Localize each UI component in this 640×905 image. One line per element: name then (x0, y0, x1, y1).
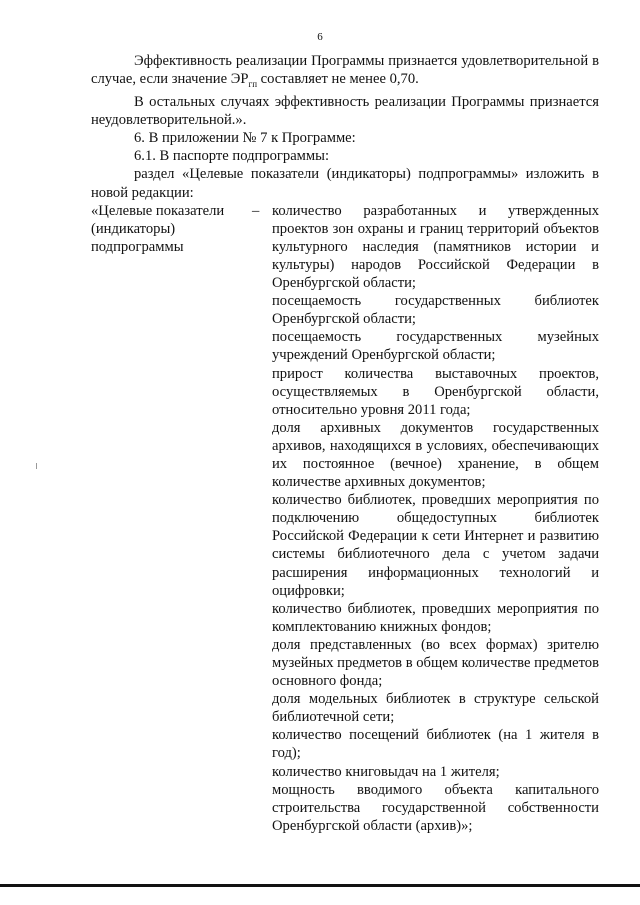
indicator-item: прирост количества выставочных проектов, осуществляемых в Оренбургской области, относительно уровня 2011 года; (272, 365, 599, 418)
page-bottom-rule (0, 884, 640, 887)
indicators-label-line: (индикаторы) (91, 220, 176, 237)
page-number: 6 (317, 31, 323, 43)
indicator-item: доля модельных библиотек в структуре сельской библиотечной сети; (272, 691, 599, 726)
indicator-item: количество разработанных и утвержденных проектов зон охраны и границ территорий объектов культурного наследия (памятников истории и культуры) народов Российской Федерации в Оренбургской области; (272, 202, 599, 292)
indicators-label (91, 202, 263, 835)
indicators-label-line: «Целевые показатели (91, 202, 225, 219)
indicator-item: количество библиотек, проведших мероприятия по комплектованию книжных фондов; (272, 600, 599, 635)
margin-mark (36, 463, 37, 469)
label-dash: – (252, 202, 260, 219)
other-cases-paragraph: В остальных случаях эффективность реализации Программы признается неудовлетворительной.». (91, 94, 599, 129)
passport-heading: 6.1. В паспорте подпрограммы: (134, 148, 330, 165)
efficiency-paragraph (91, 52, 599, 93)
indicator-item: посещаемость государственных библиотек Оренбургской области; (272, 293, 599, 328)
efficiency-tail: составляет не менее 0,70. (257, 71, 419, 88)
indicator-item: количество книговыдач на 1 жителя; (272, 763, 500, 780)
appendix-heading: 6. В приложении № 7 к Программе: (134, 130, 356, 147)
indicators-list (263, 202, 599, 835)
indicator-item: мощность вводимого объекта капитального строительства государственной собственности Оренбургской области (архив)»; (272, 781, 599, 834)
indicators-label-line: подпрограммы (91, 238, 184, 255)
indicator-item: количество библиотек, проведших мероприятия по подключению общедоступных библиотек Российской Федерации к сети Интернет и развитию системы библиотечного дела с учетом задачи расширения информационных технологий и оцифровки; (272, 492, 599, 599)
document-body (91, 52, 599, 835)
indicator-item: доля архивных документов государственных архивов, находящихся в условиях, обеспечивающих их постоянное (вечное) хранение, в общем количестве архивных документов; (272, 419, 599, 491)
section-instruction: раздел «Целевые показатели (индикаторы) подпрограммы» изложить в новой редакции: (91, 166, 599, 201)
efficiency-text: Эффективность реализации Программы признается удовлетворительной в случае, если значение ЭР (91, 53, 599, 88)
efficiency-subscript: гп (248, 79, 258, 89)
indicators-table (91, 202, 599, 835)
indicator-item: посещаемость государственных музейных учреждений Оренбургской области; (272, 329, 599, 364)
indicator-item: количество посещений библиотек (на 1 жителя в год); (272, 727, 599, 762)
indicator-item: доля представленных (во всех формах) зрителю музейных предметов в общем количестве предметов основного фонда; (272, 636, 599, 690)
